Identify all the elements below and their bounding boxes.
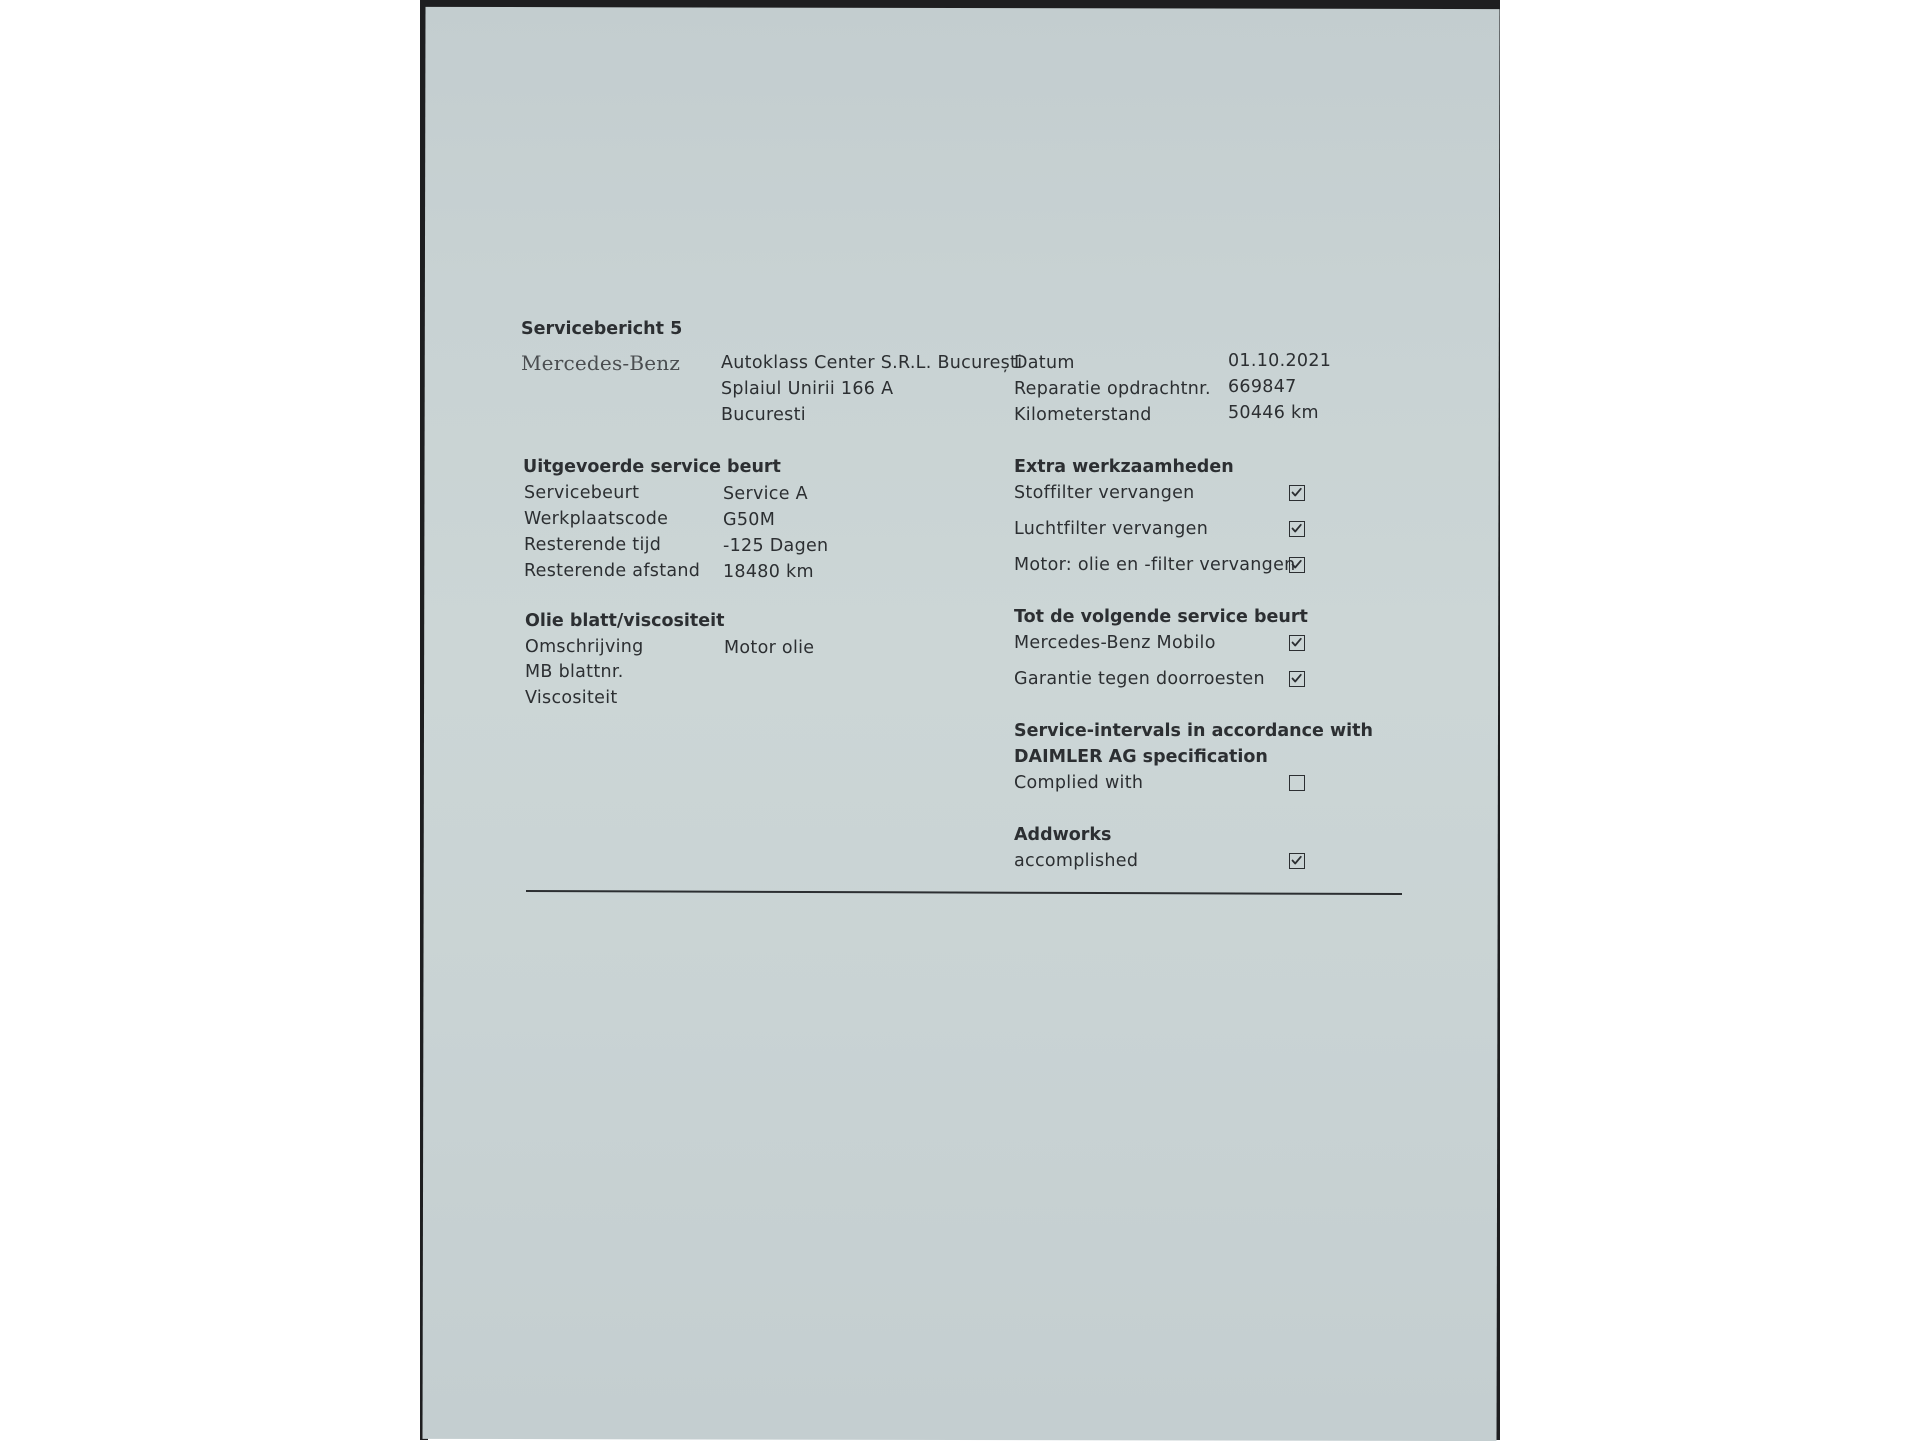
report-title: Servicebericht 5 — [521, 319, 683, 339]
divider-line — [526, 890, 1402, 895]
service-label: Servicebeurt — [524, 483, 640, 503]
next-service-item-label: Mercedes-Benz Mobilo — [1014, 633, 1216, 653]
checkmark-icon — [1290, 672, 1303, 685]
addworks-item-label: accomplished — [1014, 851, 1139, 871]
checkmark-icon — [1290, 854, 1303, 867]
oil-label: Viscositeit — [525, 688, 618, 708]
meta-value-date: 01.10.2021 — [1228, 351, 1332, 371]
checkbox-motor-olie[interactable] — [1289, 557, 1305, 573]
meta-label-date: Datum — [1014, 353, 1075, 373]
oil-value: Motor olie — [724, 638, 815, 658]
service-heading: Uitgevoerde service beurt — [523, 457, 781, 477]
intervals-heading-line1: Service-intervals in accordance with — [1014, 721, 1373, 741]
service-value: G50M — [723, 510, 776, 530]
service-value: 18480 km — [723, 562, 814, 582]
meta-label-order: Reparatie opdrachtnr. — [1014, 379, 1211, 399]
next-service-item-label: Garantie tegen doorroesten — [1014, 669, 1265, 689]
checkmark-icon — [1290, 486, 1303, 499]
service-label: Resterende afstand — [524, 561, 701, 581]
checkbox-mobilo[interactable] — [1289, 635, 1305, 651]
checkbox-luchtfilter[interactable] — [1289, 521, 1305, 537]
intervals-item-label: Complied with — [1014, 773, 1144, 793]
next-service-heading: Tot de volgende service beurt — [1014, 607, 1308, 627]
checkmark-icon — [1290, 558, 1303, 571]
oil-label: MB blattnr. — [525, 662, 624, 682]
checkmark-icon — [1290, 522, 1303, 535]
addworks-heading: Addworks — [1014, 825, 1112, 845]
service-value: Service A — [723, 484, 808, 504]
service-value: -125 Dagen — [723, 536, 829, 556]
service-label: Resterende tijd — [524, 535, 662, 555]
checkbox-doorroesten[interactable] — [1289, 671, 1305, 687]
oil-heading: Olie blatt/viscositeit — [525, 611, 725, 631]
extra-heading: Extra werkzaamheden — [1014, 457, 1234, 477]
brand-wordmark: Mercedes-Benz — [521, 351, 681, 375]
meta-value-order: 669847 — [1228, 377, 1297, 397]
oil-label: Omschrijving — [525, 637, 644, 657]
service-label: Werkplaatscode — [524, 509, 669, 529]
intervals-heading-line2: DAIMLER AG specification — [1014, 747, 1268, 767]
checkbox-accomplished[interactable] — [1289, 853, 1305, 869]
dealer-name: Autoklass Center S.R.L. București — [721, 353, 1023, 373]
checkbox-stoffilter[interactable] — [1289, 485, 1305, 501]
meta-value-mileage: 50446 km — [1228, 403, 1319, 423]
checkbox-complied-with[interactable] — [1289, 775, 1305, 791]
dealer-city: Bucuresti — [721, 405, 806, 425]
dealer-street: Splaiul Unirii 166 A — [721, 379, 894, 399]
extra-item-label: Motor: olie en -filter vervangen — [1014, 555, 1296, 575]
checkmark-icon — [1290, 636, 1303, 649]
extra-item-label: Luchtfilter vervangen — [1014, 519, 1209, 539]
extra-item-label: Stoffilter vervangen — [1014, 483, 1195, 503]
meta-label-mileage: Kilometerstand — [1014, 405, 1152, 425]
